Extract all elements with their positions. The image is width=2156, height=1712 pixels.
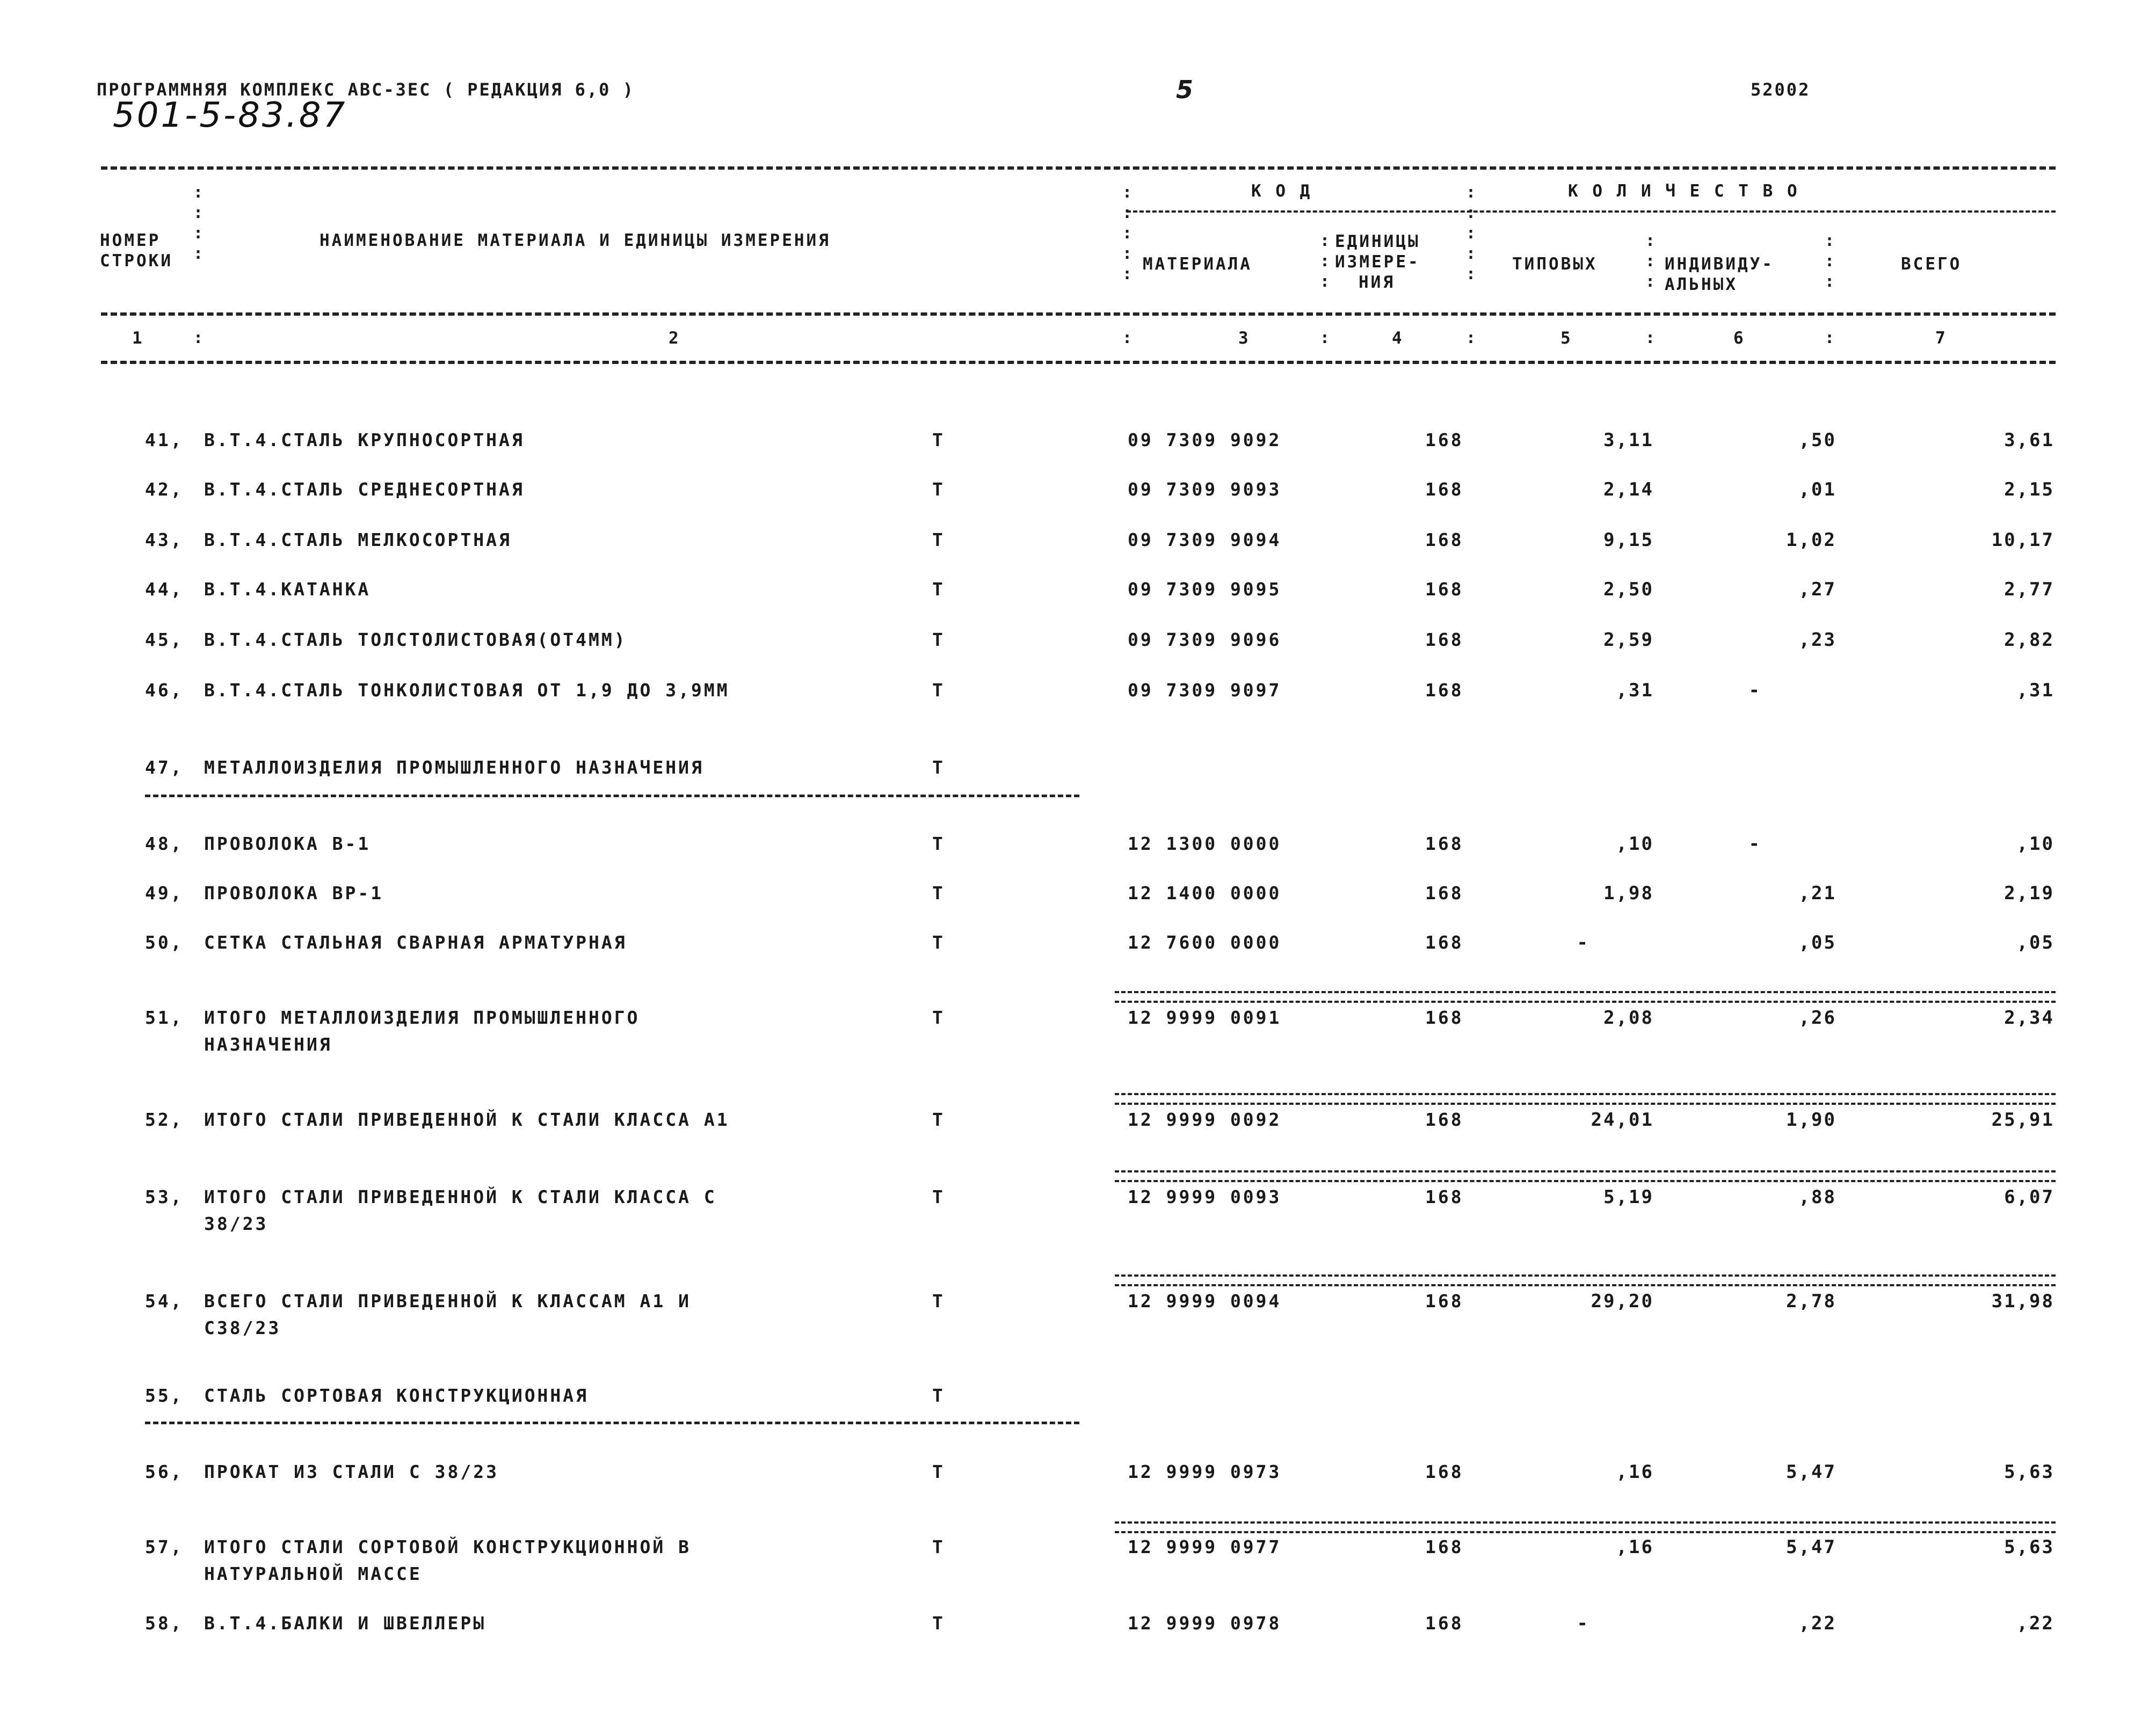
colnum-separator: :: [193, 329, 204, 347]
row-qty-individual: ,88: [1798, 1186, 1836, 1208]
row-qty-typical: 9,15: [1603, 529, 1654, 551]
row-qty-total: 2,15: [2004, 479, 2055, 500]
program-title: ПРОГРАММНЯЯ КОМПЛЕКС АВС-ЗЕС ( РЕДАКЦИЯ 6,0 ): [97, 79, 635, 100]
row-material-name: ИТОГО МЕТАЛЛОИЗДЕЛИЯ ПРОМЫШЛЕННОГО: [204, 1007, 640, 1028]
row-qty-typical: ,16: [1616, 1461, 1654, 1483]
row-uom-code: 168: [1425, 629, 1464, 650]
row-qty-typical: 29,20: [1591, 1291, 1654, 1312]
header-separator-col4: : : :: [1320, 231, 1330, 291]
col-number-5: 5: [1560, 329, 1571, 348]
header-separator-col3: : : : : :: [1122, 183, 1133, 283]
row-unit: Т: [932, 1461, 943, 1482]
row-number: 57,: [145, 1536, 184, 1557]
row-unit: Т: [932, 629, 943, 650]
row-qty-typical: 2,14: [1603, 479, 1654, 500]
row-uom-code: 168: [1425, 833, 1464, 854]
col-header-number-l1: НОМЕР: [100, 231, 161, 250]
header-separator-col7: : : :: [1825, 231, 1835, 291]
row-qty-individual: ,50: [1798, 429, 1836, 451]
row-material-code: 09 7309 9093: [1128, 479, 1282, 500]
total-rule: [1115, 1521, 2056, 1533]
col-number-1: 1: [132, 329, 142, 348]
row-qty-typical: ,31: [1616, 680, 1654, 701]
group-header-kod: К О Д: [1251, 181, 1312, 201]
row-qty-individual: 2,78: [1786, 1291, 1836, 1312]
row-material-code: 12 9999 0092: [1128, 1109, 1282, 1130]
document-code-handwritten: 501-5-83.87: [113, 96, 347, 135]
row-qty-total: 2,34: [2004, 1007, 2055, 1029]
row-material-code: 12 9999 0973: [1128, 1461, 1282, 1482]
row-unit: Т: [932, 883, 943, 904]
row-qty-typical: 24,01: [1591, 1109, 1654, 1131]
row-material-code: 12 1300 0000: [1128, 833, 1282, 854]
row-unit: Т: [932, 529, 943, 550]
row-qty-total: 5,63: [2004, 1536, 2055, 1558]
row-material-name: В.Т.4.СТАЛЬ КРУПНОСОРТНАЯ: [204, 429, 525, 450]
row-material-name: ПРОКАТ ИЗ СТАЛИ С 38/23: [204, 1461, 499, 1482]
col-header-typical: ТИПОВЫХ: [1512, 254, 1598, 274]
row-material-name: ВСЕГО СТАЛИ ПРИВЕДЕННОЙ К КЛАССАМ А1 И: [204, 1291, 691, 1312]
row-qty-individual: ,22: [1798, 1613, 1836, 1634]
row-qty-typical: 3,11: [1603, 429, 1654, 451]
row-number: 55,: [145, 1385, 184, 1406]
row-material-name-cont: НАТУРАЛЬНОЙ МАССЕ: [204, 1563, 422, 1584]
row-qty-individual: ,27: [1798, 579, 1836, 600]
row-qty-individual: ,26: [1798, 1007, 1836, 1029]
row-material-name: В.Т.4.СТАЛЬ ТОЛСТОЛИСТОВАЯ(ОТ4ММ): [204, 629, 627, 650]
row-material-code: 12 9999 0091: [1128, 1007, 1282, 1028]
row-qty-total: ,31: [2016, 680, 2055, 701]
row-uom-code: 168: [1425, 1007, 1464, 1028]
row-material-code: 09 7309 9097: [1128, 680, 1282, 701]
document-number: 52002: [1751, 79, 1811, 100]
row-uom-code: 168: [1425, 932, 1464, 953]
total-rule: [1115, 1093, 2056, 1105]
col-number-3: 3: [1238, 329, 1248, 348]
row-qty-typical: 2,50: [1603, 579, 1654, 600]
row-material-name-cont: С38/23: [204, 1317, 281, 1338]
row-uom-code: 168: [1425, 1613, 1464, 1634]
row-qty-total: ,05: [2016, 932, 2055, 953]
row-qty-total: 10,17: [1991, 529, 2055, 551]
row-material-code: 12 7600 0000: [1128, 932, 1282, 953]
row-unit: Т: [932, 680, 943, 701]
row-unit: Т: [932, 429, 943, 450]
row-material-name: В.Т.4.СТАЛЬ СРЕДНЕСОРТНАЯ: [204, 479, 525, 500]
col-header-number-l2: СТРОКИ: [100, 251, 173, 271]
row-material-code: 09 7309 9092: [1128, 429, 1282, 450]
row-number: 58,: [145, 1613, 184, 1634]
row-unit: Т: [932, 1007, 943, 1028]
row-qty-individual: 5,47: [1786, 1536, 1836, 1558]
row-number: 56,: [145, 1461, 184, 1482]
row-material-code: 12 9999 0978: [1128, 1613, 1282, 1634]
row-qty-individual: -: [1748, 833, 1761, 855]
group-header-rule: [1127, 210, 2056, 213]
row-uom-code: 168: [1425, 680, 1464, 701]
col-header-uom-l3: НИЯ: [1359, 273, 1395, 292]
col-header-uom-l2: ИЗМЕРЕ-: [1335, 252, 1420, 272]
col-header-total: ВСЕГО: [1901, 254, 1962, 274]
col-number-7: 7: [1935, 329, 1946, 348]
row-number: 48,: [145, 833, 184, 854]
section-underline: [145, 1422, 1079, 1424]
row-qty-typical: 5,19: [1603, 1186, 1654, 1208]
row-material-name: В.Т.4.СТАЛЬ ТОНКОЛИСТОВАЯ ОТ 1,9 ДО 3,9ММ: [204, 680, 730, 701]
col-number-4: 4: [1392, 329, 1402, 348]
row-qty-typical: 2,08: [1603, 1007, 1654, 1029]
row-qty-typical: -: [1577, 1613, 1589, 1634]
row-qty-total: ,22: [2016, 1613, 2055, 1634]
row-qty-individual: ,23: [1798, 629, 1836, 651]
row-number: 51,: [145, 1007, 184, 1028]
row-material-name: В.Т.4.КАТАНКА: [204, 579, 371, 600]
row-uom-code: 168: [1425, 1461, 1464, 1482]
row-material-code: 12 9999 0977: [1128, 1536, 1282, 1557]
row-unit: Т: [932, 1109, 943, 1130]
header-separator-col5: : : : : :: [1466, 183, 1476, 283]
row-unit: Т: [932, 1291, 943, 1312]
row-material-code: 09 7309 9094: [1128, 529, 1282, 550]
row-material-code: 12 9999 0093: [1128, 1186, 1282, 1207]
row-number: 50,: [145, 932, 184, 953]
col-header-uom-l1: ЕДИНИЦЫ: [1335, 232, 1420, 251]
section-heading: СТАЛЬ СОРТОВАЯ КОНСТРУКЦИОННАЯ: [204, 1385, 589, 1406]
col-header-individual-l1: ИНДИВИДУ-: [1665, 254, 1774, 274]
total-rule: [1115, 1170, 2056, 1182]
row-qty-total: ,10: [2016, 833, 2055, 855]
row-number: 41,: [145, 429, 184, 450]
colnum-separator: :: [1645, 329, 1656, 347]
row-material-code: 09 7309 9096: [1128, 629, 1282, 650]
row-qty-total: 2,19: [2004, 883, 2055, 904]
row-material-name-cont: НАЗНАЧЕНИЯ: [204, 1034, 332, 1055]
row-qty-individual: -: [1748, 680, 1761, 701]
row-qty-typical: 2,59: [1603, 629, 1654, 651]
col-header-material: МАТЕРИАЛА: [1143, 254, 1252, 274]
row-unit: Т: [932, 1385, 943, 1406]
row-uom-code: 168: [1425, 1291, 1464, 1312]
row-material-name: ПРОВОЛОКА ВР-1: [204, 883, 384, 904]
header-bottom-rule: [101, 361, 2056, 364]
row-material-name: ПРОВОЛОКА В-1: [204, 833, 371, 854]
row-qty-individual: ,01: [1798, 479, 1836, 500]
row-material-code: 12 1400 0000: [1128, 883, 1282, 904]
row-number: 52,: [145, 1109, 184, 1130]
row-material-name: СЕТКА СТАЛЬНАЯ СВАРНАЯ АРМАТУРНАЯ: [204, 932, 627, 953]
row-number: 44,: [145, 579, 184, 600]
row-material-name: В.Т.4.БАЛКИ И ШВЕЛЛЕРЫ: [204, 1613, 487, 1634]
row-qty-typical: ,10: [1616, 833, 1654, 855]
row-qty-individual: 1,02: [1786, 529, 1836, 551]
row-material-name: ИТОГО СТАЛИ ПРИВЕДЕННОЙ К СТАЛИ КЛАССА С: [204, 1186, 717, 1207]
row-uom-code: 168: [1425, 429, 1464, 450]
header-top-rule: [101, 166, 2056, 170]
col-header-individual-l2: АЛЬНЫХ: [1665, 275, 1738, 294]
total-rule: [1115, 1274, 2056, 1286]
row-qty-total: 25,91: [1991, 1109, 2055, 1131]
row-qty-total: 31,98: [1991, 1291, 2055, 1312]
row-qty-total: 3,61: [2004, 429, 2055, 451]
row-material-name-cont: 38/23: [204, 1213, 268, 1234]
header-separator-col1: : : : :: [193, 183, 204, 263]
section-heading: МЕТАЛЛОИЗДЕЛИЯ ПРОМЫШЛЕННОГО НАЗНАЧЕНИЯ: [204, 757, 704, 778]
row-unit: Т: [932, 579, 943, 600]
header-separator-col6: : : :: [1645, 231, 1656, 291]
total-rule: [1115, 991, 2056, 1003]
row-material-name: ИТОГО СТАЛИ СОРТОВОЙ КОНСТРУКЦИОННОЙ В: [204, 1536, 691, 1557]
row-number: 46,: [145, 680, 184, 701]
row-uom-code: 168: [1425, 883, 1464, 904]
row-qty-individual: ,21: [1798, 883, 1836, 904]
row-number: 47,: [145, 757, 184, 778]
col-number-2: 2: [669, 329, 679, 348]
row-qty-individual: 1,90: [1786, 1109, 1836, 1131]
row-unit: Т: [932, 932, 943, 953]
row-qty-individual: 5,47: [1786, 1461, 1836, 1483]
row-number: 43,: [145, 529, 184, 550]
colnum-separator: :: [1122, 329, 1133, 347]
colnum-separator: :: [1825, 329, 1835, 347]
row-qty-typical: ,16: [1616, 1536, 1654, 1558]
row-qty-total: 5,63: [2004, 1461, 2055, 1483]
row-qty-typical: -: [1577, 932, 1589, 953]
row-unit: Т: [932, 1536, 943, 1557]
row-number: 54,: [145, 1291, 184, 1312]
row-material-name: В.Т.4.СТАЛЬ МЕЛКОСОРТНАЯ: [204, 529, 512, 550]
row-number: 49,: [145, 883, 184, 904]
row-uom-code: 168: [1425, 1536, 1464, 1557]
row-material-code: 09 7309 9095: [1128, 579, 1282, 600]
colnum-separator: :: [1466, 329, 1476, 347]
row-unit: Т: [932, 833, 943, 854]
row-number: 53,: [145, 1186, 184, 1207]
row-number: 45,: [145, 629, 184, 650]
row-qty-total: 6,07: [2004, 1186, 2055, 1208]
col-header-name: НАИМЕНОВАНИЕ МАТЕРИАЛА И ЕДИНИЦЫ ИЗМЕРЕНИЯ: [320, 231, 831, 250]
group-header-kolichestvo: К О Л И Ч Е С Т В О: [1568, 181, 1799, 201]
row-qty-total: 2,77: [2004, 579, 2055, 600]
row-unit: Т: [932, 1186, 943, 1207]
row-material-code: 12 9999 0094: [1128, 1291, 1282, 1312]
row-unit: Т: [932, 479, 943, 500]
col-number-6: 6: [1733, 329, 1744, 348]
row-uom-code: 168: [1425, 1109, 1464, 1130]
row-qty-typical: 1,98: [1603, 883, 1654, 904]
page-number: 5: [1176, 75, 1194, 104]
section-underline: [145, 795, 1079, 797]
row-unit: Т: [932, 757, 943, 778]
row-uom-code: 168: [1425, 1186, 1464, 1207]
row-uom-code: 168: [1425, 479, 1464, 500]
row-uom-code: 168: [1425, 579, 1464, 600]
header-mid-rule: [101, 312, 2056, 316]
colnum-separator: :: [1320, 329, 1330, 347]
row-uom-code: 168: [1425, 529, 1464, 550]
row-unit: Т: [932, 1613, 943, 1634]
row-qty-total: 2,82: [2004, 629, 2055, 651]
row-number: 42,: [145, 479, 184, 500]
row-qty-individual: ,05: [1798, 932, 1836, 953]
row-material-name: ИТОГО СТАЛИ ПРИВЕДЕННОЙ К СТАЛИ КЛАССА А1: [204, 1109, 730, 1130]
